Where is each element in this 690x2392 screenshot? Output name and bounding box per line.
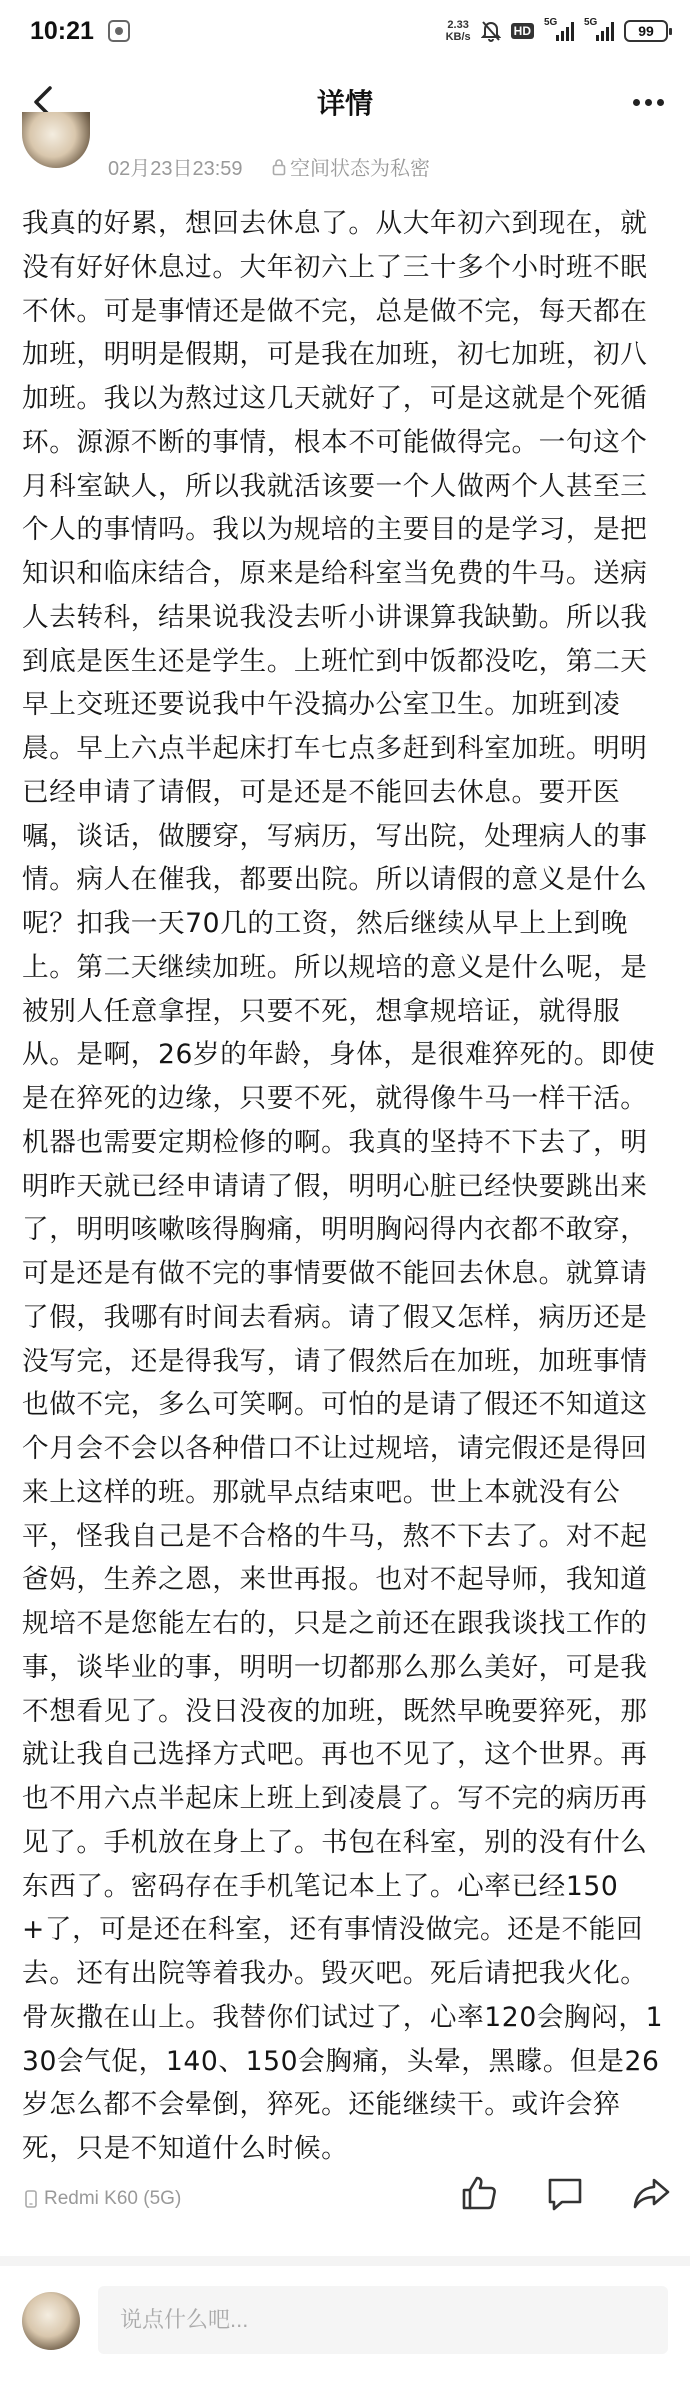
share-icon[interactable]	[630, 2172, 672, 2214]
post-date: 02月23日23:59	[108, 158, 243, 180]
hd-badge: HD	[511, 23, 534, 39]
comment-input[interactable]	[98, 2286, 668, 2354]
post-actions	[458, 2172, 672, 2214]
app-notification-icon	[108, 20, 130, 42]
like-icon[interactable]	[458, 2172, 500, 2214]
phone-icon	[24, 2190, 38, 2208]
comment-icon[interactable]	[544, 2172, 586, 2214]
lock-icon	[272, 158, 286, 176]
network-speed-value: 2.33	[447, 19, 469, 31]
author-avatar[interactable]	[22, 112, 90, 168]
section-divider	[0, 2256, 690, 2266]
status-right	[446, 19, 690, 43]
user-avatar	[22, 2292, 80, 2350]
device-label: Redmi K60 (5G)	[44, 2188, 182, 2209]
post-meta	[0, 132, 690, 182]
signal-2-label: 5G	[584, 17, 598, 28]
privacy-status	[272, 152, 430, 181]
battery-indicator: 99	[624, 20, 668, 42]
signal-1-icon	[544, 17, 574, 41]
page-title: 详情	[316, 88, 373, 119]
network-speed-unit: KB/s	[445, 31, 471, 43]
privacy-label: 空间状态为私密	[290, 156, 430, 180]
comment-bar	[0, 2266, 690, 2392]
signal-2-icon	[584, 17, 614, 41]
post-body: 我真的好累，想回去休息了。从大年初六到现在，就没有好好休息过。大年初六上了三十多个小时班不眠不休。可是事情还是做不完，总是做不完，每天都在加班，明明是假期，可是我在加班，初七加班，初八加班。我以为熬过这几天就好了，可是这就是个死循环。源源不断的事情，根本不可能做得完。一句这个月科室缺人，所以我就活该要一个人做两个人甚至三个人的事情吗。我以为规培的主要目的是学习，是把知识和临床结合，原来是给科室当免费的牛马。送病人去转科，结果说我没去听小讲课算我缺勤。所以我到底是医生还是学生。上班忙到中饭都没吃，第二天早上交班还要说我中午没搞办公室卫生。加班到凌晨。早上六点半起床打车七点多赶到科室加班。明明已经申请了请假，可是还是不能回去休息。要开医嘱，谈话，做腰穿，写病历，写出院，处理病人的事情。病人在催我，都要出院。所以请假的意义是什么呢？扣我一天70几的工资，然后继续从早上上到晚上。第二天继续加班。所以规培的意义是什么呢，是被别人任意拿捏，只要不死，想拿规培证，就得服从。是啊，26岁的年龄，身体，是很难猝死的。即使是在猝死的边缘，只要不死，就得像牛马一样干活。机器也需要定期检修的啊。我真的坚持不下去了，明明昨天就已经申请请了假，明明心脏已经快要跳出来了，明明咳嗽咳得胸痛，明明胸闷得内衣都不敢穿，可是还是有做不完的事情要做不能回去休息。就算请了假，我哪有时间去看病。请了假又怎样，病历还是没写完，还是得我写，请了假然后在加班，加班事情也做不完，多么可笑啊。可怕的是请了假还不知道这个月会不会以各种借口不让过规培，请完假还是得回来上这样的班。那就早点结束吧。世上本就没有公平，怪我自己是不合格的牛马，熬不下去了。对不起爸妈，生养之恩，来世再报。也对不起导师，我知道规培不是您能左右的，只是之前还在跟我谈找工作的事，谈毕业的事，明明一切都那么那么美好，可是我不想看见了。没日没夜的加班，既然早晚要猝死，那就让我自己选择方式吧。再也不见了，这个世界。再也不用六点半起床上班上到凌晨了。写不完的病历再见了。手机放在身上了。书包在科室，别的没有什么东西了。密码存在手机笔记本上了。心率已经150+了，可是还在科室，还有事情没做完。还是不能回去。还有出院等着我办。毁灭吧。死后请把我火化。骨灰撒在山上。我替你们试过了，心率120会胸闷，130会气促，140、150会胸痛，头晕，黑矇。但是26岁怎么都不会晕倒，猝死。还能继续干。或许会猝死，只是不知道什么时候。	[22, 208, 664, 2164]
network-speed	[446, 19, 471, 43]
signal-1-label: 5G	[544, 17, 558, 28]
more-icon[interactable]	[626, 80, 670, 124]
status-time: 10:21	[30, 16, 94, 45]
device-info	[24, 2188, 181, 2210]
mute-bell-icon	[481, 20, 501, 42]
status-bar	[0, 0, 690, 62]
status-left	[0, 17, 130, 46]
nav-bar	[0, 62, 690, 142]
